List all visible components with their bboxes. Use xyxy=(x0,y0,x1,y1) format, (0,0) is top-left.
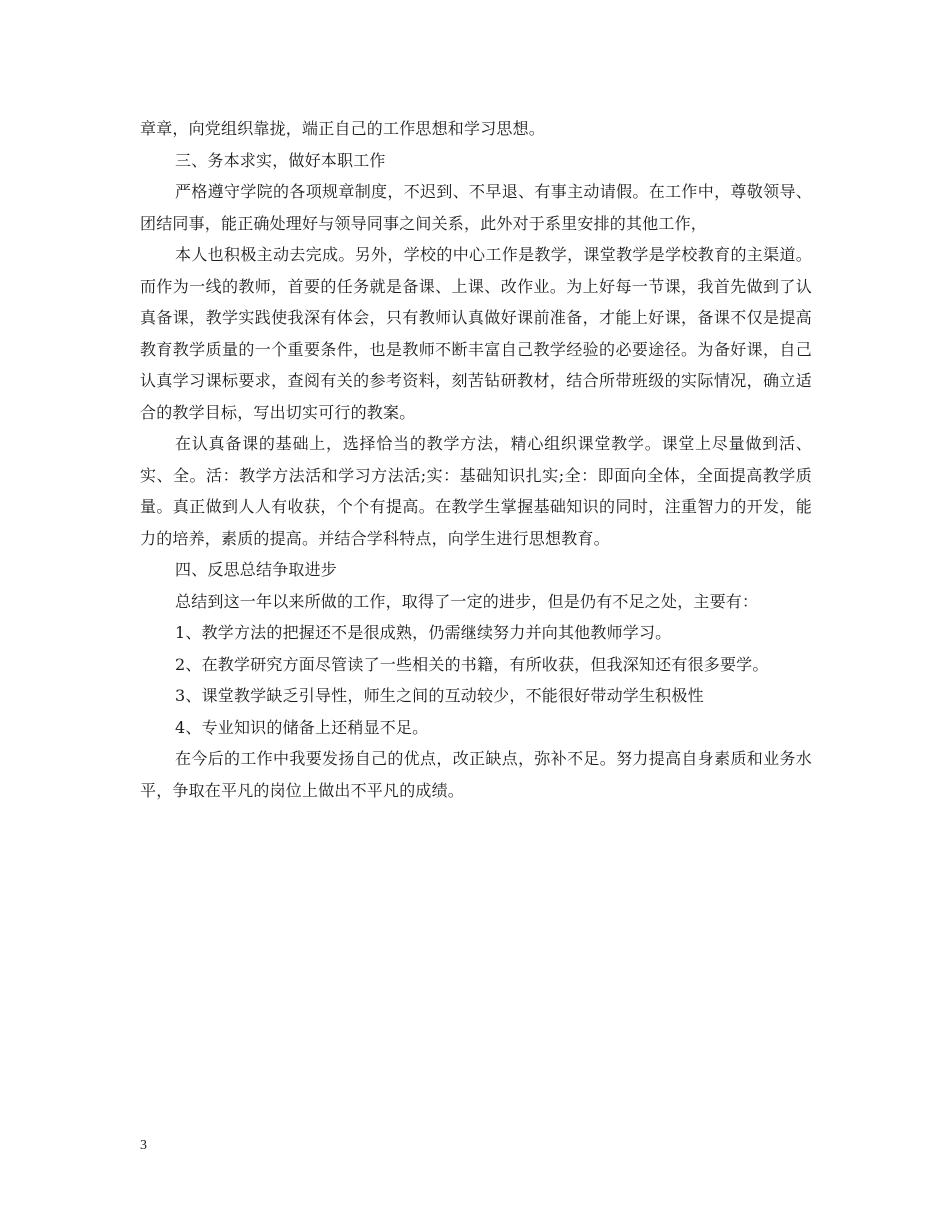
section-heading-3: 三、务本求实，做好本职工作 xyxy=(175,150,386,170)
list-item: 2、在教学研究方面尽管读了一些相关的书籍，有所收获，但我深知还有很多要学。 xyxy=(175,654,769,674)
paragraph: 本人也积极主动去完成。另外，学校的中心工作是教学，课堂教学是学校教育的主渠道。而作为一线的教师，首要的任务就是备课、上课、改作业。为上好每一节课，我首先做到了认真备课，教学实践使我深有体会，只有教师认真做好课前准备，才能上好课，备课不仅是提高教育教学质量的一个重要条件，也是教师不断丰富自己教学经验的必要途径。为备好课，自己认真学习课标要求，查阅有关的参考资料，刻苦钻研教材，结合所带班级的实际情况，确立适合的教学目标，写出切实可行的教案。 xyxy=(140,245,812,422)
paragraph: 总结到这一年以来所做的工作，取得了一定的进步，但是仍有不足之处，主要有： xyxy=(175,591,759,611)
list-item: 1、教学方法的把握还不是很成熟，仍需继续努力并向其他教师学习。 xyxy=(175,623,672,642)
paragraph: 在认真备课的基础上，选择恰当的教学方法，精心组织课堂教学。课堂上尽量做到活、实、全。活：教学方法活和学习方法活;实：基础知识扎实;全：即面向全体，全面提高教学质量。真正做到人人有收获，个个有提高。在教学生掌握基础知识的同时，注重智力的开发，能力的培养，素质的提高。并结合学科特点，向学生进行思想教育。 xyxy=(140,434,812,548)
list-item: 4、专业知识的储备上还稍显不足。 xyxy=(175,717,429,737)
document-body xyxy=(140,113,812,806)
paragraph: 严格遵守学院的各项规章制度，不迟到、不早退、有事主动请假。在工作中，尊敬领导、团结同事，能正确处理好与领导同事之间关系，此外对于系里安排的其他工作， xyxy=(140,182,812,233)
section-heading-4: 四、反思总结争取进步 xyxy=(175,560,338,579)
paragraph-conclusion: 在今后的工作中我要发扬自己的优点，改正缺点，弥补不足。努力提高自身素质和业务水平，争取在平凡的岗位上做出不平凡的成绩。 xyxy=(140,749,812,800)
page-number: 3 xyxy=(140,1138,147,1153)
list-item: 3、课堂教学缺乏引导性，师生之间的互动较少，不能很好带动学生积极性 xyxy=(175,686,704,705)
paragraph-continuation: 章章，向党组织靠拢，端正自己的工作思想和学习思想。 xyxy=(140,119,546,138)
